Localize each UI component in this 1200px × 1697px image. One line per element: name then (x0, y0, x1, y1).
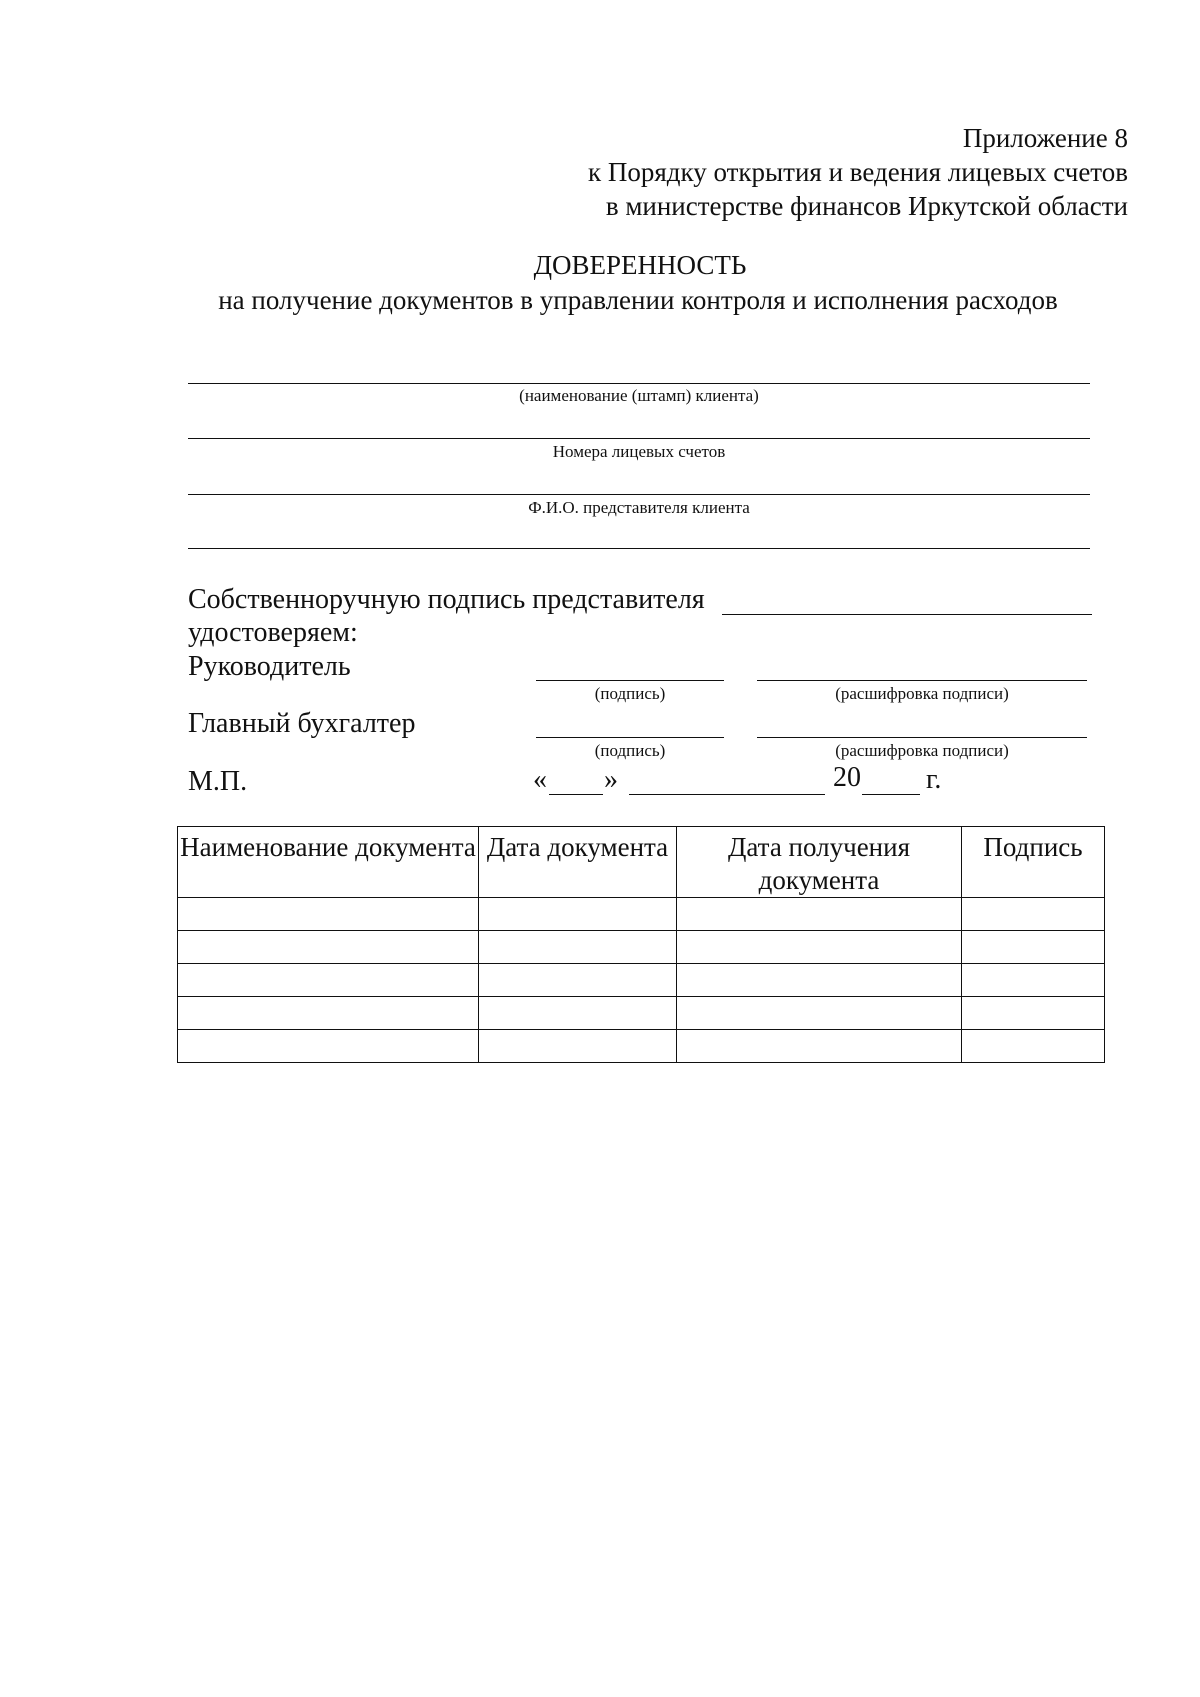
representative-name-line[interactable] (188, 494, 1090, 495)
table-cell[interactable] (677, 931, 962, 964)
table-cell[interactable] (178, 1030, 479, 1063)
head-signature-caption: (подпись) (594, 684, 666, 703)
column-header-signature: Подпись (962, 827, 1105, 898)
document-subtitle: на получение документов в управлении контроля и исполнения расходов (218, 285, 1058, 315)
table-cell[interactable] (479, 964, 677, 997)
blank-line[interactable] (188, 548, 1090, 549)
table-cell[interactable] (178, 997, 479, 1030)
table-cell[interactable] (479, 997, 677, 1030)
date-year-suffix: г. (926, 764, 942, 795)
certify-text: удостоверяем: (188, 617, 358, 648)
table-row (178, 898, 1105, 931)
table-cell[interactable] (677, 997, 962, 1030)
date-year-line[interactable] (862, 794, 920, 795)
table-cell[interactable] (677, 1030, 962, 1063)
chief-accountant-decoding-line[interactable] (757, 737, 1087, 738)
representative-name-caption: Ф.И.О. представителя клиента (528, 498, 750, 517)
table-cell[interactable] (178, 964, 479, 997)
table-row (178, 931, 1105, 964)
column-header-document-date: Дата документа (479, 827, 677, 898)
stamp-label: М.П. (188, 766, 248, 797)
table-cell[interactable] (677, 898, 962, 931)
table-cell[interactable] (479, 931, 677, 964)
table-header-row (178, 827, 1105, 898)
document-title: ДОВЕРЕННОСТЬ (533, 250, 747, 280)
table-cell[interactable] (479, 898, 677, 931)
table-cell[interactable] (962, 898, 1105, 931)
chief-accountant-decoding-caption: (расшифровка подписи) (835, 741, 1009, 760)
table-cell[interactable] (962, 964, 1105, 997)
table-cell[interactable] (962, 931, 1105, 964)
table-row (178, 997, 1105, 1030)
documents-table (177, 826, 1105, 1063)
table-cell[interactable] (178, 931, 479, 964)
appendix-number: Приложение 8 (962, 123, 1128, 153)
appendix-ministry: в министерстве финансов Иркутской области (605, 191, 1128, 221)
table-cell[interactable] (677, 964, 962, 997)
head-decoding-line[interactable] (757, 680, 1087, 681)
column-header-receipt-date: Дата получения документа (677, 827, 962, 898)
date-open-quote: « (533, 764, 547, 795)
table-cell[interactable] (178, 898, 479, 931)
head-decoding-caption: (расшифровка подписи) (835, 684, 1009, 703)
table-cell[interactable] (962, 997, 1105, 1030)
date-day-line[interactable] (549, 794, 603, 795)
column-header-document-name: Наименование документа (178, 827, 479, 898)
client-name-caption: (наименование (штамп) клиента) (519, 386, 759, 405)
chief-accountant-signature-caption: (подпись) (594, 741, 666, 760)
account-numbers-caption: Номера лицевых счетов (552, 442, 726, 461)
table-row (178, 1030, 1105, 1063)
client-name-line[interactable] (188, 383, 1090, 384)
chief-accountant-label: Главный бухгалтер (188, 708, 416, 739)
date-year-prefix: 20 (833, 762, 861, 793)
appendix-reference: к Порядку открытия и ведения лицевых счетов (587, 157, 1128, 187)
chief-accountant-signature-line[interactable] (536, 737, 724, 738)
representative-signature-line[interactable] (722, 614, 1092, 615)
head-label: Руководитель (188, 651, 351, 682)
table-cell[interactable] (962, 1030, 1105, 1063)
table-row (178, 964, 1105, 997)
date-month-line[interactable] (629, 794, 825, 795)
date-close-quote: » (604, 764, 618, 795)
account-numbers-line[interactable] (188, 438, 1090, 439)
head-signature-line[interactable] (536, 680, 724, 681)
certify-signature-text: Собственноручную подпись представителя (188, 584, 705, 615)
table-cell[interactable] (479, 1030, 677, 1063)
